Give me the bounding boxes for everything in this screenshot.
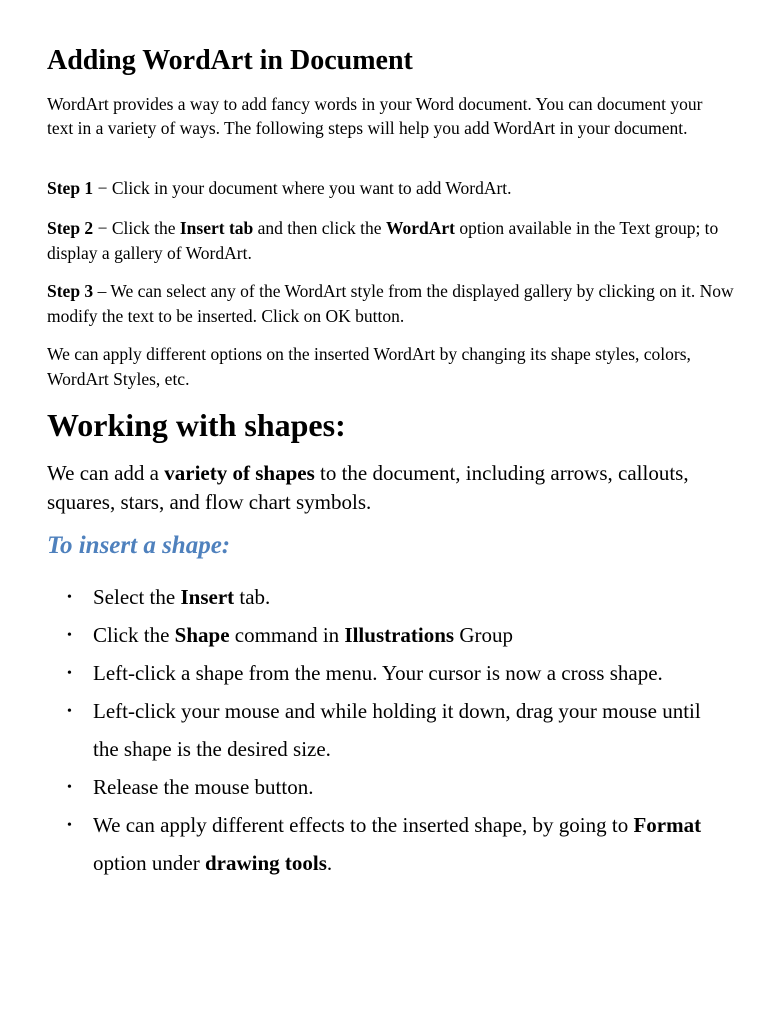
shapes-intro-text-2: to the document, including arrows, callouts, squares, stars, and flow chart symbols. xyxy=(47,461,689,514)
item-text: command in xyxy=(229,623,345,647)
step-2-wordart: WordArt xyxy=(385,218,455,238)
list-item xyxy=(0,692,768,768)
wordart-intro: WordArt provides a way to add fancy words in your Word document. You can document your text in a variety of ways. The following steps will help you add WordArt in your document. xyxy=(47,94,703,138)
shapes-intro-text-1: We can add a xyxy=(47,461,165,485)
item-text: Left-click a shape from the menu. Your cursor is now a cross shape. xyxy=(93,661,663,685)
item-text: Group xyxy=(454,623,514,647)
list-item xyxy=(0,578,768,616)
step-2-text-3: option available in the Text group; to display a gallery of WordArt. xyxy=(47,218,719,263)
step-2-text-1: Click the xyxy=(111,218,180,238)
bullet-icon: • xyxy=(67,628,72,643)
item-text: Select the xyxy=(93,585,181,609)
step-1-label: Step 1 xyxy=(47,178,94,198)
item-text: . xyxy=(326,851,333,875)
item-text: tab. xyxy=(234,585,271,609)
insert-shape-steps-list xyxy=(0,578,768,882)
step-3-separator: – xyxy=(93,281,111,301)
bullet-icon: • xyxy=(67,818,72,833)
step-3-text: We can select any of the WordArt style from the displayed gallery by clicking on it. Now modify the text to be inserted. Click on OK button. xyxy=(47,281,734,326)
bullet-icon: • xyxy=(67,704,72,719)
item-text: Click the xyxy=(93,623,175,647)
step-2-paragraph xyxy=(47,216,737,266)
bullet-icon: • xyxy=(67,666,72,681)
step-1-paragraph xyxy=(47,176,737,201)
wordart-options-note: We can apply different options on the inserted WordArt by changing its shape styles, colors, WordArt Styles, etc. xyxy=(47,344,691,389)
item-bold: Shape xyxy=(174,623,230,647)
step-2-separator: − xyxy=(93,218,112,238)
list-item xyxy=(0,768,768,806)
wordart-heading: Adding WordArt in Document xyxy=(47,45,413,76)
step-1-separator: − xyxy=(93,178,112,198)
item-text: Release the mouse button. xyxy=(93,775,314,799)
shapes-intro xyxy=(47,459,737,517)
step-2-label: Step 2 xyxy=(47,218,94,238)
item-text: Left-click your mouse and while holding it down, drag your mouse until the shape is the desired size. xyxy=(93,699,701,761)
shapes-heading: Working with shapes: xyxy=(47,407,346,443)
list-item xyxy=(0,654,768,692)
item-bold: Format xyxy=(633,813,702,837)
list-item xyxy=(0,806,768,882)
bullet-icon: • xyxy=(67,590,72,605)
step-3-label: Step 3 xyxy=(47,281,94,301)
step-2-insert-tab: Insert tab xyxy=(179,218,254,238)
step-3-paragraph xyxy=(47,279,737,329)
step-2-text-2: and then click the xyxy=(253,218,386,238)
item-bold: Illustrations xyxy=(344,623,455,647)
insert-shape-subheading: To insert a shape: xyxy=(47,532,231,559)
item-text: option under xyxy=(93,851,205,875)
item-bold: drawing tools xyxy=(204,851,327,875)
bullet-icon: • xyxy=(67,780,72,795)
item-text: We can apply different effects to the inserted shape, by going to xyxy=(93,813,634,837)
shapes-intro-bold: variety of shapes xyxy=(164,461,315,485)
item-bold: Insert xyxy=(180,585,235,609)
list-item xyxy=(0,616,768,654)
step-1-text: Click in your document where you want to add WordArt. xyxy=(111,178,512,198)
